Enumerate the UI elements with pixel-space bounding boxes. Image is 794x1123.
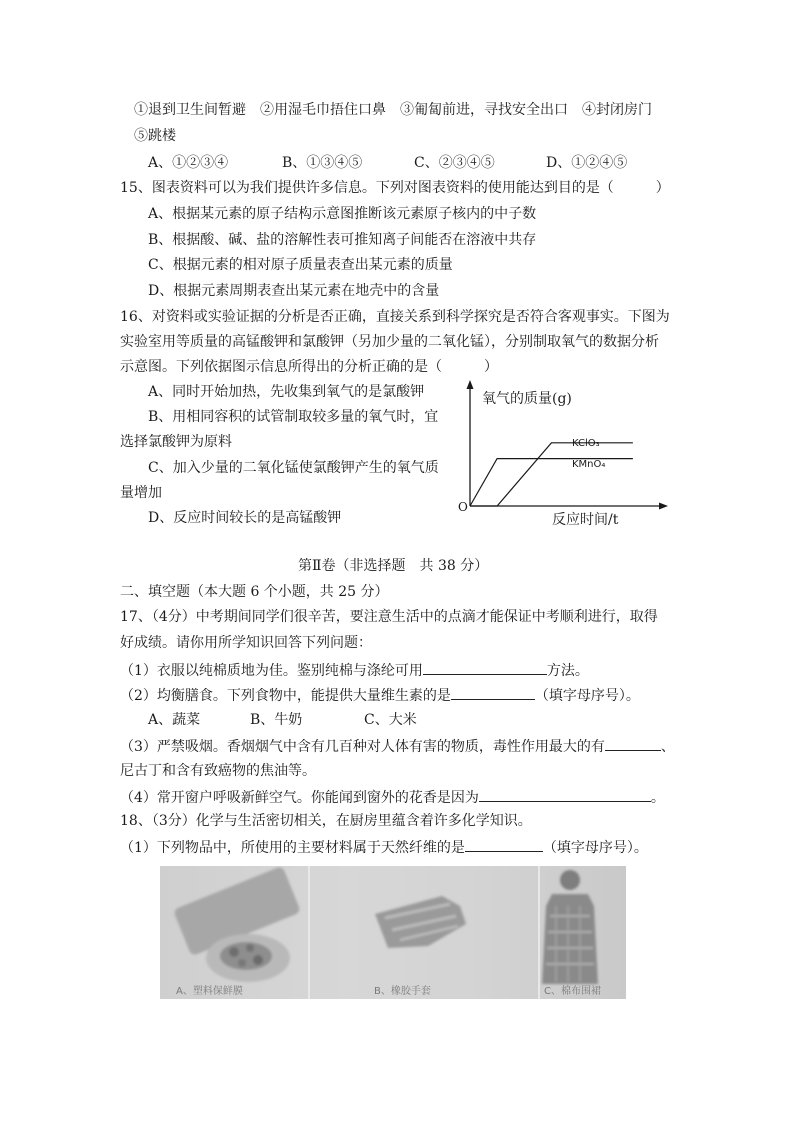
q16-stem-line1: 16、对资料或实验证据的分析是否正确，直接关系到科学探究是否符合客观事实。下图为: [120, 309, 670, 325]
q14-choice-c: C、②③④⑤: [414, 155, 495, 171]
q17-part4-text: （4）常开窗户呼吸新鲜空气。你能闻到窗外的花香是因为: [120, 790, 479, 806]
q18-part1-text: （1）下列物品中，所使用的主要材料属于天然纤维的是: [120, 840, 465, 856]
q17-part3-line2: 尼古丁和含有致癌物的焦油等。: [120, 763, 316, 779]
q17-part3: [120, 735, 675, 757]
q17-part2-blank[interactable]: [451, 684, 535, 700]
q17-part1-text: （1）衣服以纯棉质地为佳。鉴别纯棉与涤纶可用: [120, 663, 423, 679]
q16-choice-d: D、反应时间较长的是高锰酸钾: [148, 510, 342, 526]
q17-part1-suffix: 方法。: [546, 663, 589, 679]
photo-divider: [308, 866, 310, 999]
series-kclo3-label: KClO₃: [572, 438, 600, 449]
caption-a: A、塑料保鲜膜: [176, 986, 243, 997]
q17-part4-suffix: 。: [650, 790, 665, 806]
q17-part3-suffix: 、: [660, 739, 675, 755]
plastic-wrap-image: [173, 866, 301, 982]
q17-part4: [120, 786, 665, 808]
q17-part1-blank[interactable]: [423, 659, 547, 675]
q16-stem-line3: 示意图。下列依据图示信息所得出的分析正确的是（ ）: [120, 359, 498, 375]
q14-choice-d: D、①②④⑤: [546, 155, 628, 171]
q14-choice-a: A、①②③④: [148, 155, 229, 171]
section2-subtitle: 二、填空题（本大题 6 个小题，共 25 分）: [120, 584, 389, 600]
q17-stem-line2: 好成绩。请你用所学知识回答下列问题：: [120, 635, 372, 651]
q17-part2-choice-b: B、牛奶: [250, 712, 303, 728]
rubber-glove-image: [375, 896, 466, 948]
caption-b: B、橡胶手套: [374, 986, 431, 997]
q17-stem-line1: 17、（4分）中考期间同学们很辛苦，要注意生活中的点滴才能保证中考顺利进行，取得: [120, 609, 658, 625]
x-axis-label: 反应时间/t: [552, 512, 619, 528]
q17-part1: [120, 659, 589, 681]
q15-choice-d: D、根据元素周期表查出某元素在地壳中的含量: [148, 283, 440, 299]
q18-stem: 18、（3分）化学与生活密切相关，在厨房里蕴含着许多化学知识。: [120, 813, 532, 829]
q17-part2-choice-c: C、大米: [364, 712, 417, 728]
q16-choice-a: A、同时开始加热，先收集到氧气的是氯酸钾: [148, 384, 425, 400]
series-kclo3-line: [470, 443, 633, 506]
q14-options-line1: ①退到卫生间暂避 ②用湿毛巾捂住口鼻 ③匍匐前进，寻找安全出口 ④封闭房门: [134, 102, 652, 118]
q15-stem: 15、图表资料可以为我们提供许多信息。下列对图表资料的使用能达到目的是（ ）: [120, 180, 670, 196]
q18-part1-blank[interactable]: [465, 836, 543, 852]
materials-photo-strip: [160, 866, 626, 999]
photo-divider: [538, 866, 540, 999]
q17-part2-text: （2）均衡膳食。下列食物中，能提供大量维生素的是: [120, 688, 451, 704]
q17-part4-blank[interactable]: [479, 786, 651, 802]
series-kmno4-label: KMnO₄: [572, 459, 606, 470]
q16-choice-c-cont: 量增加: [120, 485, 162, 501]
caption-c: C、棉布围裙: [544, 986, 601, 997]
q17-part3-blank[interactable]: [605, 735, 661, 751]
q15-choice-a: A、根据某元素的原子结构示意图推断该元素原子核内的中子数: [148, 206, 537, 222]
y-axis-label: 氧气的质量(g): [482, 391, 572, 407]
q15-choice-b: B、根据酸、碱、盐的溶解性表可推知离子间能否在溶液中共存: [148, 232, 537, 248]
section2-title: 第Ⅱ卷（非选择题 共 38 分）: [298, 558, 489, 574]
q16-choice-c: C、加入少量的二氧化锰使氯酸钾产生的氧气质: [148, 460, 439, 476]
q17-part2-suffix: （填字母序号）。: [534, 688, 640, 704]
q18-part1-suffix: （填字母序号）。: [542, 840, 648, 856]
q16-choice-b-cont: 选择氯酸钾为原料: [120, 434, 232, 450]
oxygen-mass-chart: [456, 378, 678, 528]
q17-part2-choice-a: A、蔬菜: [148, 712, 201, 728]
y-axis-arrow: [467, 380, 474, 389]
q15-choice-c: C、根据元素的相对原子质量表查出某元素的质量: [148, 257, 453, 273]
origin-label: O: [458, 500, 468, 514]
series-kmno4-line: [470, 459, 633, 506]
q16-stem-line2: 实验室用等质量的高锰酸钾和氯酸钾（另加少量的二氧化锰），分别制取氧气的数据分析: [120, 334, 659, 350]
x-axis-arrow: [659, 503, 668, 510]
materials-photos: [160, 866, 626, 999]
q14-choice-b: B、①③④⑤: [282, 155, 363, 171]
q17-part3-text: （3）严禁吸烟。香烟烟气中含有几百种对人体有害的物质，毒性作用最大的有: [120, 739, 605, 755]
cotton-apron-image: [542, 870, 598, 984]
q14-options-line2: ⑤跳楼: [134, 128, 176, 144]
q17-part2: [120, 684, 640, 706]
q18-part1: [120, 836, 648, 858]
q16-choice-b: B、用相同容积的试管制取较多量的氧气时，宜: [148, 409, 439, 425]
